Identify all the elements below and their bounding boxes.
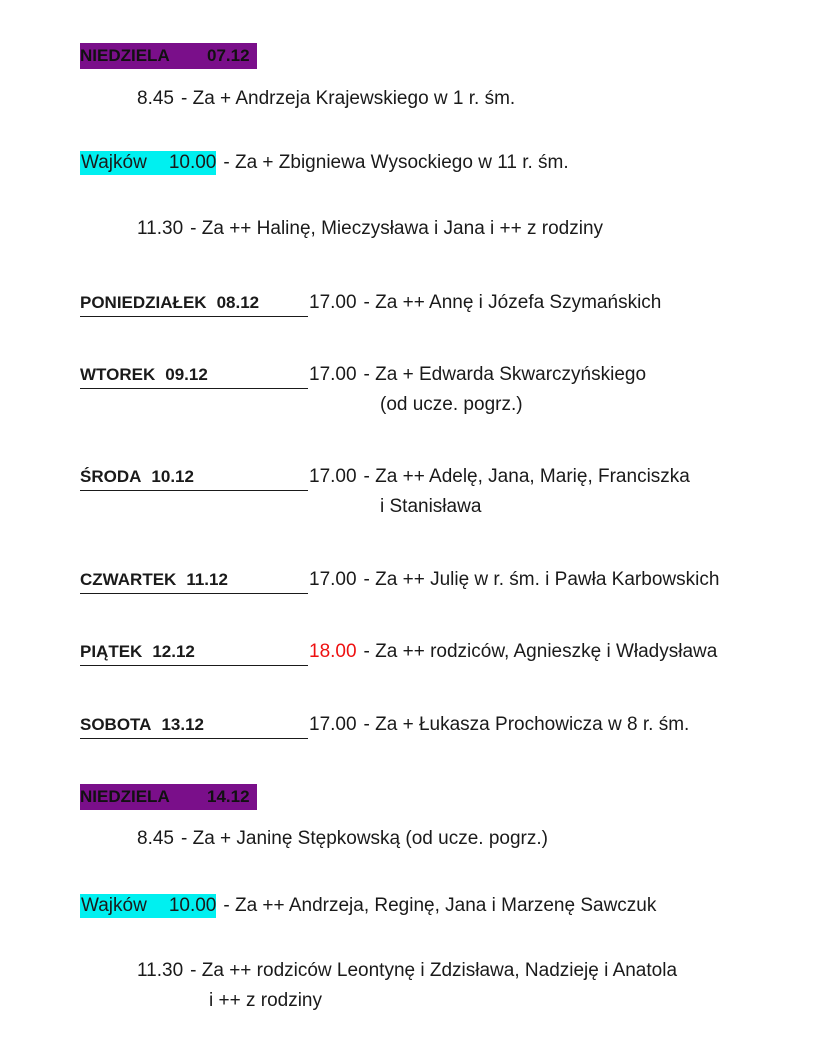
mass-intention: - Za ++ Halinę, Mieczysława i Jana i ++ z rodziny	[190, 218, 604, 239]
day-name: WTOREK	[80, 365, 156, 384]
mass-time: 17.00	[309, 466, 357, 487]
day-name: CZWARTEK	[80, 570, 177, 589]
day-date: 08.12	[216, 293, 260, 312]
mass-intention: - Za ++ Andrzeja, Reginę, Jana i Marzenę Sawczuk	[223, 895, 657, 916]
mass-time: 10.00	[168, 895, 217, 916]
mass-entry	[137, 87, 515, 111]
place-name: Wajków	[81, 152, 147, 173]
mass-time: 17.00	[309, 292, 357, 313]
place-highlight	[80, 151, 216, 175]
mass-entry	[309, 464, 690, 490]
mass-entry	[80, 151, 569, 175]
mass-entry	[309, 567, 719, 593]
sunday-header	[80, 43, 257, 69]
day-date: 13.12	[161, 715, 205, 734]
day-name: PIĄTEK	[80, 642, 143, 661]
sunday-header	[80, 784, 257, 810]
mass-time: 11.30	[137, 218, 184, 239]
mass-time: 11.30	[137, 960, 184, 981]
mass-intention: - Za + Zbigniewa Wysockiego w 11 r. śm.	[223, 152, 569, 173]
mass-entry	[309, 639, 717, 665]
weekday-label	[80, 639, 308, 666]
mass-entry	[137, 959, 677, 983]
mass-intention: - Za ++ rodziców, Agnieszkę i Władysława	[363, 641, 718, 662]
day-name: ŚRODA	[80, 467, 142, 486]
mass-time: 8.45	[137, 88, 174, 109]
mass-intention: - Za + Edwarda Skwarczyńskiego	[363, 364, 647, 385]
day-date: 14.12	[207, 787, 250, 806]
day-date: 12.12	[152, 642, 195, 661]
weekday-label	[80, 362, 308, 389]
mass-time: 10.00	[168, 152, 217, 173]
mass-time: 17.00	[309, 569, 357, 590]
mass-entry	[309, 712, 689, 738]
day-date: 11.12	[186, 570, 228, 589]
mass-intention: - Za + Łukasza Prochowicza w 8 r. śm.	[363, 714, 690, 735]
mass-time: 17.00	[309, 714, 357, 735]
day-name: SOBOTA	[80, 715, 152, 734]
mass-entry	[309, 290, 661, 316]
mass-time: 8.45	[137, 828, 174, 849]
mass-time: 17.00	[309, 364, 357, 385]
mass-intention: - Za ++ Annę i Józefa Szymańskich	[363, 292, 662, 313]
mass-intention: - Za + Andrzeja Krajewskiego w 1 r. śm.	[180, 88, 516, 109]
day-date: 07.12	[207, 46, 250, 65]
mass-time-changed: 18.00	[309, 641, 357, 662]
mass-intention: - Za + Janinę Stępkowską (od ucze. pogrz.)	[180, 828, 548, 849]
mass-intention: - Za ++ rodziców Leontynę i Zdzisława, Nadzieję i Anatola	[190, 960, 678, 981]
mass-entry	[137, 217, 603, 241]
mass-intention: - Za ++ Julię w r. śm. i Pawła Karbowskich	[363, 569, 720, 590]
weekday-label	[80, 712, 308, 739]
place-name: Wajków	[81, 895, 147, 916]
mass-intention-continued: i ++ z rodziny	[209, 990, 322, 1011]
day-date: 09.12	[165, 365, 208, 384]
mass-entry	[80, 894, 656, 918]
mass-intention: - Za ++ Adelę, Jana, Marię, Franciszka	[363, 466, 690, 487]
mass-intention-continued: (od ucze. pogrz.)	[380, 394, 523, 415]
day-name: NIEDZIELA	[80, 787, 170, 806]
weekday-label	[80, 464, 308, 491]
place-highlight	[80, 894, 216, 918]
mass-entry	[309, 362, 646, 388]
mass-entry	[137, 827, 548, 851]
day-date: 10.12	[151, 467, 194, 486]
day-name: NIEDZIELA	[80, 46, 170, 65]
weekday-label	[80, 567, 308, 594]
weekday-label	[80, 290, 308, 317]
mass-intention-continued: i Stanisława	[380, 496, 482, 517]
day-name: PONIEDZIAŁEK	[80, 293, 207, 312]
